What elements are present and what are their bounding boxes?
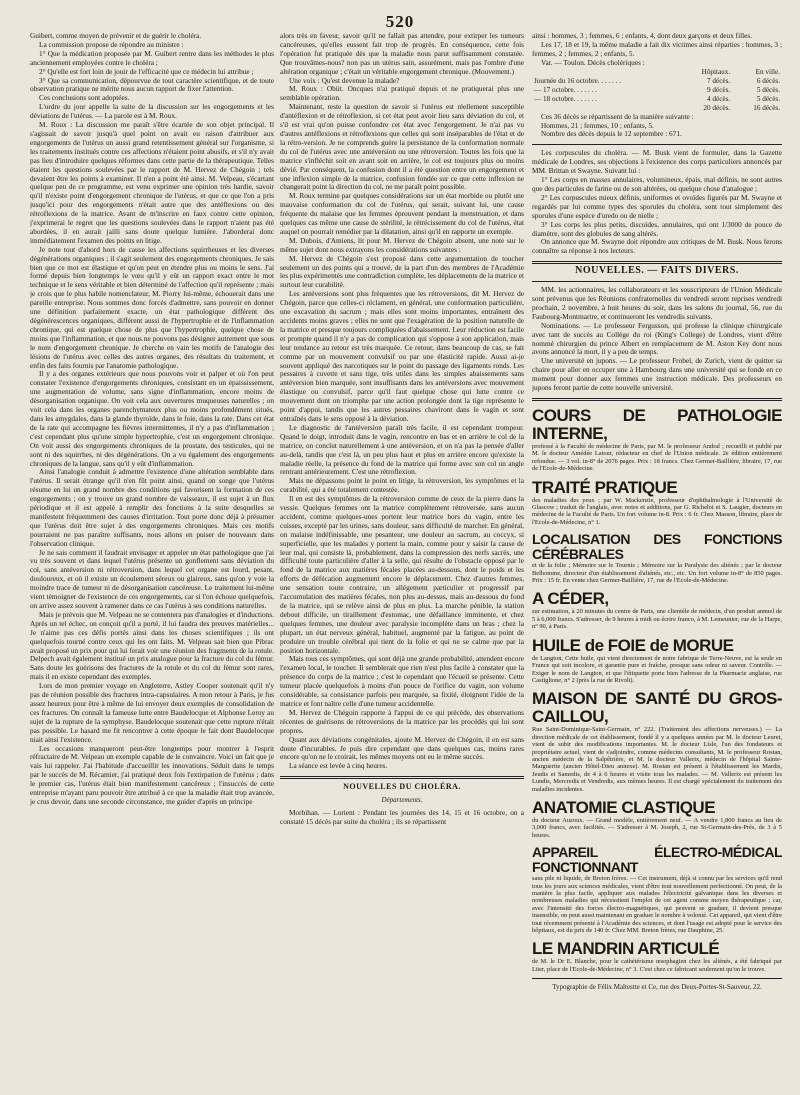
paragraph: Les corpuscules du choléra. — M. Busk vient de formuler, dans la Gazette médicale de Londres, ses objections à l'existence des corps particuliers annoncés par MM. Brittan et Swayne. Suivant lui :	[532, 148, 782, 176]
paragraph: M. Roux : Obiit. Oncques n'ai pratiqué depuis et ne pratiquerai plus une semblable opération.	[280, 84, 524, 103]
paragraph: 3° Les corps les plus petits, discoïdes, annulaires, qui ont 1/3000 de pouce de diamètre, sont des globules de sang altérés.	[532, 219, 782, 238]
table-cell: — 18 octobre. . . . . . .	[534, 94, 597, 103]
paragraph: Quant aux déviations congénitales, ajoute M. Hervez de Chégoin, il en est sans doute d'incurables. Je puis dire cependant que dans quelques cas, moins rares encore qu'on ne le croirait, les mêmes moyens ont eu le même succès.	[280, 734, 524, 762]
advertisement	[532, 479, 782, 527]
table-cell: En ville.	[755, 67, 780, 76]
table-cell: 4 décès.	[707, 94, 731, 103]
paragraph: Les occasions manqueront peut-être longtemps pour montrer à l'esprit réfractaire de M. Velpeau un exemple capable de le convaincre. Voici un fait que je vais lui rappeler. J'ai l'habitude d'accueillir les innovations. Séduit dans le temps par le succès de M. Récamier, j'ai pratiqué deux fois l'extirpation de l'utérus ; dans le premier cas, l'utérus était bien manifestement cancéreux ; l'insuccès de cette entreprise m'ayant paru pouvoir être attribué à ce que la maladie était trop avancée, je crus devoir, dans une seconde circonstance, me guider d'après un principe	[30, 743, 274, 806]
ad-title: LOCALISATION DES FONCTIONS CÉRÉBRALES	[532, 531, 782, 563]
ad-title: APPAREIL ÉLECTRO-MÉDICAL FONCTIONNANT	[532, 844, 782, 876]
news-item: MM. les actionnaires, les collaborateurs et les souscripteurs de l'Union Médicale sont prévenus que les Réunions confraternelles du vendredi seront reprises vendredi prochain, 2 novembre, à huit heures du soir, dans les salons du journal, 56, rue du Faubourg-Montmartre, et continueront les vendredis suivants.	[532, 285, 782, 321]
ads-divider	[532, 398, 782, 401]
table-row	[532, 95, 782, 104]
paragraph: Hommes, 21 ; femmes, 10 ; enfants, 5.	[541, 120, 654, 130]
toulon-deaths-table	[532, 68, 782, 113]
paragraph: La commission propose de répondre au ministre :	[39, 39, 184, 49]
nouvelles-heading: NOUVELLES. — FAITS DIVERS.	[575, 265, 739, 277]
ad-body: et de la folie ; Mémoire sur le Tournis ; Mémoire sur la Paralysie des aliénés ; par le docteur Belhomme, directeur d'un établissement d'aliénés, etc., etc. Un fort volume in-8° de 850 pages. Prix : 15 fr. En vente chez Germer-Baillière, 17, rue de l'Ecole-de-Médecine.	[532, 562, 782, 585]
printer-footer: Typographie de Félix Maltestte et Ce, rue des Deux-Portes-St-Sauveur, 22.	[552, 983, 762, 992]
paragraph: Le diagnostic de l'antéversion paraît très facile, il est cependant trompeur. Quand le doigt, introduit dans le vagin, rencontre en bas et en arrière le col de la matrice, on conclut naturellement à une antéversion, et on n'a pas la pensée d'aller au-delà, tandis que c'est là, un peu plus haut et plus en arrière encore qu'existe la maladie réelle, la présence du fond de la matrice qui forme avec son col un angle rentrant antérieurement. C'est une rétroflexion.	[280, 422, 524, 477]
advertisement	[532, 845, 782, 934]
paragraph: Je note tout d'abord hors de cause les affections squirrheuses et les diverses dégénérations organiques ; il s'agit seulement des engorgements chroniques. Je sais bien que ce mot est élastique et qu'on peut en étendre plus ou moins le sens. J'ai formé depuis bien longtemps le vœu qu'il y eût un rapport exact entre le mot technique et le sens véritable et bien déterminé de l'affection qu'il représente ; mais je crois que le plus habile nomenclateur, M. Piorry lui-même, échouerait dans une pareille entreprise. Nous sommes donc forcés d'admettre, sans pouvoir en donner une définition parfaitement exacte, un état pathologique différent des dégénérescences organiques, différent aussi de l'hypertrophie et de l'inflammation chronique, qui est quelque chose de plus que l'hypertrophie, quelque chose de moins que l'inflammation, et que nous ne pouvons pas désigner autrement que sous le nom d'engorgement chronique. Je cherche en vain les motifs de l'analogie des lésions de l'utérus avec celles des autres organes, des résultats du traitement, et enfin des faits fournis par l'anatomie pathologique.	[30, 244, 274, 370]
table-cell: Hôpitaux.	[701, 67, 731, 76]
section-divider	[532, 261, 782, 264]
advertisement	[532, 637, 782, 685]
paragraph: M. Roux : La discussion me paraît s'être écartée de son objet principal. Il s'agissait de savoir jusqu'à quel point on avait eu raison d'attribuer aux engorgements de l'utérus un aussi grand retentissement général sur l'organisme, si les traitements institués contre ces affections n'étaient point abusifs, et s'il n'y avait pas lieu d'introduire quelques réformes dans cette partie de la thérapeutique. Telles étaient les questions soulevées par le rapport de M. Hervez de Chégoin ; tels devaient être les points à examiner. Il n'en a point été ainsi. M. Velpeau, s'écartant quelque peu de ce programme, est venu exprimer une opinion très hardie, savoir qu'il n'existe point d'engorgement chronique de l'utérus, et que ce que l'on a pris jusqu'ici pour des engorgements n'était autre que des antéflexions ou des rétroflexions de la matrice. Avant de m'inscrire en faux contre cette opinion, j'exprimerai le regret que les questions soulevées dans le rapport n'aient pas été abordées, il en aurait jailli sans doute quelque lumière. J'aborderai donc immédiatement l'examen des points en litige.	[30, 120, 274, 245]
advertisements	[532, 407, 782, 973]
cholera-heading: NOUVELLES DU CHOLÉRA.	[343, 782, 461, 792]
table-cell: 7 décès.	[707, 76, 731, 85]
paragraph: Mais ne dépassons point le point en litige, la rétroversion, les symptômes et la curabilité, qui a été totalement contestée.	[280, 476, 524, 495]
paragraph: Les antéversions sont plus fréquentes que les rétroversions, dit M. Hervez de Chégoin, parce que celles-ci réclament, en général, une conformation particulière, une excavation du sacrum ; mais elles sont moins importantes, entraînent des accidents moins graves ; elles ne sont que l'exagération de la position naturelle de la matrice et presque toujours compliquées d'abaissement. Leur réduction est facile et prompte quand il n'y a pas de complication qui s'oppose à son application, mais leur tendance au retour est très marquée. Ce retour, dans beaucoup de cas, se fait comme par un mouvement convulsif ou par une élasticité rapide. Aussi ai-je souvent appliqué des narcotiques sur le point du passage des ligaments ronds. Les pessaires à cuvette et sans tige, très utiles dans les simples abaissements sans antéversion bien marquée, sont insuffisants dans les antéversions avec mouvement élastique ou convulsif, parce qu'il faut quelque chose qui lutte contre ce mouvement dont on triomphe par une action prolongée dont la tige représente le point d'appui, tandis que les autres pessaires chaviront dans le vagin et sont entraînés dans le sens opposé à la déviation.	[280, 289, 524, 423]
paragraph: Var. — Toulon. Décès cholériques :	[541, 57, 645, 67]
advertisement	[532, 690, 782, 793]
table-cell: 6 décès.	[756, 76, 780, 85]
column-2	[280, 32, 524, 1084]
paragraph: 3° Que sa communication, dépourvue de tout caractère scientifique, et de toute observation pratique ne mérite nous aucun rapport de fixer l'attention.	[30, 75, 274, 94]
ad-body: des maladies des yeux ; par W. Mackenzie, professeur d'ophthalmologie à l'Université de Glascow ; traduit de l'anglais, avec notes et additions, par G. Richelot et S. Laugier, docteurs en médecine de la Faculté de Paris. Un fort volume in-8. Prix : 6 fr. Chez Masson, libraire, place de l'Ecole-de-Médecine, n° 1.	[532, 496, 782, 526]
paragraph: Mais je prévois que M. Velpeau ne se contentera pas d'analogies et d'inductions. Après un tel échec, on conçoit qu'il a porté, il lui faudra des preuves matérielles... Je n'aime pas ces défis portés ainsi dans les choses scientifiques ; ils ont quelquefois tourné contre ceux qui les ont faits. M. Velpeau sait bien que Pibrac avait proposé un prix pour qui lui ferait voir une réunion des fragments de la rotule. Delpech avait également institué un prix analogue pour la fracture du col du fémur. Sans doute les guérisons des fractures de la rotule et du col du fémur sont rares, mais il en existe cependant des exemples.	[30, 609, 274, 682]
advertisement	[532, 590, 782, 630]
paragraph: Il y a des organes extérieurs que nous pouvons voir et palper et où l'on peut constater l'existence d'engorgements chroniques, consistant en un épaississement, une augmentation de volume, sans signe d'inflammation, encore moins de désorganisation organique. On voit cela aux ouvertures muqueuses naturelles ; on voit cela dans les organes parenchymateux plus ou moins profondément situés, dans les amygdales, dans la glande thyroïde, dans le foie, dans la rate. Dans cet état de la rate qui accompagne les fièvres intermittentes, il n'y a pas d'inflammation ; c'est cependant plus qu'une simple hypertrophie, c'est un engorgement chronique. On voit aussi des engorgements chroniques de la prostate, des testicules, qui ne sont ni des squirrhes, ni des dégénérations. On a vu également des engorgements chroniques de la langue, sans qu'il y eût d'inflammation.	[30, 369, 274, 468]
paragraph: La séance est levée à cinq heures.	[289, 761, 388, 771]
cholera-paragraph: Morbihan. — Lorient : Pendant les journées des 14, 15 et 16 octobre, on a constaté 15 décès par suite du choléra ; ils se répartissent	[280, 808, 524, 826]
paragraph: M. Dubois, d'Amiens, lit pour M. Hervez de Chégoin absent, une note sur le même sujet dont nous extrayons les considérations suivantes :	[280, 235, 524, 254]
table-row	[532, 77, 782, 86]
paragraph: Les 17, 18 et 19, la même maladie a fait dix victimes ainsi réparties : hommes, 3 ; femmes, 2 ; femmes, 2 ; enfants, 5.	[532, 39, 782, 58]
paragraph: Ces 36 décès se répartissent de la manière suivante :	[541, 111, 694, 121]
paragraph: Une voix : Qu'est devenue la malade?	[289, 75, 400, 85]
paragraph: Il en est des symptômes de la rétroversion comme de ceux de la pierre dans la vessie. Quelques femmes ont la matrice complètement rétroversée, sans aucun accident, comme quelques-unes portent leur matrice hors du vagin, entre les cuisses, excepté par les urines, sans douleur, sans difficulté de marcher. En général, on malaise indéfinissable, une pesanteur, une douleur au sacrum, au coccyx, si superficielle, que les malades y portent la main, comme pour y saisir la cause de leur mal, qui consiste là, probablement, dans la compression des nerfs sacrés, une difficulté toute particulière d'aller à la selle, qui résulte de l'obstacle opposé par le fond de la matrice aux matières fécales placées au-dessous, dont le poids et les efforts de défécation augmentent encore le déplacement. Chez d'autres femmes, une sensation toute contraire, un allégement particulier et progressif par l'accumulation des matières fécales, non plus au-dessus, mais au-dessous du fond de la matrice, qui se relève ainsi de plus en plus. La marche pénible, la station debout difficile, un tiraillement d'estomac, une défaillance imminente, et chez quelques femmes, une douleur avec paralysie incomplète dans un bras ; chez la plupart, un état nerveux général, habituel, augmenté par la fatigue, au point de produire un trouble cérébral qui tient de la folie et qui ne se calme que par la position horizontale.	[280, 494, 524, 655]
paragraph: 1° Les corps en masses annulaires, volumineux, épais, mal définis, ne sont autres que des particules de farine ou de son altérées, ou quelque chose d'analogue ;	[532, 175, 782, 193]
paragraph: M. Roux termine par quelques considérations sur un état morbide ou plutôt une mauvaise conformation du col de l'utérus, qui serait, suivant lui, une cause fréquente du malaise que les femmes éprouvent pendant la menstruation, et dans quelques cas même une cause de stérilité, le rétrécissement du col de l'utérus, état auquel on pourrait remédier par la dilatation, ainsi qu'il en rapporte un exemple.	[280, 191, 524, 236]
table-row	[532, 86, 782, 95]
page-number: 520	[385, 12, 415, 31]
table-header-row	[532, 68, 782, 77]
paragraph: Mais tous ces symptômes, qui sont déjà une grande probabilité, attendent encore l'examen local, le toucher. Il semblerait que rien n'est plus facile à constater que la présence du corps de la matrice ; c'est le cependant que l'écueil se présente. Cette tumeur placée quelquefois à moins d'un pouce de l'orifice du vagin, son volume considérable, sa consistance parfois peu marquée, sa fixité, éloignent l'idée de la matrice et font naître celle d'une tumeur accidentelle.	[280, 654, 524, 708]
paragraph: Lors de mon premier voyage en Angleterre, Astley Cooper soutenait qu'il n'y pas de réunion possible des fractures intra-capsulaires. A mon retour à Paris, je fus assez heureux pour être à même de lui envoyer deux exemples de consolidation de ces fractures. On connaît la fameuse lutte entre Baudelocque et Alphonse Leroy au sujet de la rupture de la symphyse. Baudelocque soutenait que cette rupture n'était pas possible. Le hasard me fit rencontrer à cette époque le fait dont Baudelocque niait ainsi l'existence.	[30, 681, 274, 744]
ad-title: TRAITÉ PRATIQUE	[532, 477, 678, 497]
ad-body: professé à la Faculté de médecine de Paris, par M. le professeur Andral ; recueilli et publié par M. le docteur Amédée Latour, rédacteur en chef de l'Union médicale. 2e édition entièrement refondue. — 3 vol. in-8° de 2076 pages. Prix : 18 francs. Chez Germer-Baillière, libraire, 17, rue de l'Ecole-de-Médecine.	[532, 443, 782, 473]
paragraph: 2° Qu'elle est fort loin de jouir de l'efficacité que ce médecin lui attribue ;	[39, 66, 254, 76]
paragraph: Je ne sais comment il faudrait envisager et appeler un état pathologique que j'ai vu très souvent et dans lequel l'utérus présente un gonflement sans déviation du col, sans antéversion ni rétroversion, dans lequel cet organe est lourd, pesant, douloureux, et où il existe un écoulement séreux ou glaireux, sans qu'on y voie la moindre trace de tumeur ni de désorganisation cancéreuse. Le traitement lui-même vient témoigner de l'existence de ces engorgements, car si l'on échoue quelquefois, on arrive assez souvent à ramener dans ce cas l'utérus à ses conditions naturelles.	[30, 547, 274, 610]
paragraph: Guibert, comme moyen de prévenir et de guérir le choléra.	[30, 32, 202, 40]
paragraph: alors très en faveur, savoir qu'il ne fallait pas attendre, pour extirper les tumeurs cancéreuses, qu'elles eussent fait trop de progrès. En conséquence, cette fois l'opération fut pratiquée dès que la maladie nous parut suffisamment constatée. Que trouvâmes-nous? non pas un utérus sain, assurément, mais pas l'ombre d'une altération organique ; c'était un véritable engorgement chronique. (Mouvement.)	[280, 32, 524, 76]
table-cell	[532, 68, 679, 77]
divider	[532, 978, 782, 979]
ad-title: HUILE de FOIE de MORUE	[532, 635, 734, 655]
cholera-subheading: Départements.	[381, 796, 423, 805]
paragraph: Maintenant, reste la question de savoir si l'utérus est réellement susceptible d'antéflexion et de rétroflexion, si cet état peut avoir lieu sans déviation du col, et s'il est vrai qu'on puisse confondre cet état avec l'engorgement. Je n'ai pas vu d'autres antéflexions et rétroflexions que celles qui sont inséparables de l'état et de la rétro-version. Je ne comprends guère la persistance de la conformation normale du col de l'utérus avec une antéversion ou une rétroversion. Toutes les fois que la matrice s'infléchit soit en avant soit en arrière, le col est toujours plus ou moins dévié. Par conséquent, la confusion dont il a été question entre un engorgement et une inflexion simple de la matrice, confusion fondée sur ce que cette inflexion ne changerait point la direction du col, ne me paraît point possible.	[280, 102, 524, 192]
ad-title: COURS DE PATHOLOGIE INTERNE,	[532, 406, 782, 443]
advertisement	[532, 407, 782, 473]
table-cell: 16 décès.	[753, 103, 780, 112]
paragraph: On annonce que M. Swayne doit répondre aux critiques de M. Busk. Nous ferons connaître sa réponse à nos lecteurs.	[532, 237, 782, 256]
paragraph: L'ordre du jour appelle la suite de la discussion sur les engorgements et les déviations de l'utérus. — La parole est à M. Roux.	[30, 102, 274, 121]
advertisement	[532, 532, 782, 584]
paragraph: Nombre des décès depuis le 12 septembre : 671.	[541, 129, 682, 139]
paragraph: Ainsi l'analogie conduit à admettre l'existence d'une altération semblable dans l'utérus. Il serait étrange qu'il n'en fût point ainsi, quand on songe que l'utérus résume en lui un grand nombre des conditions qui favorisent la formation de ces engorgements ; on y trouve un grand nombre de vaisseaux, il est sujet à un flux périodique et il est appelé à remplir des fonctions à la suite desquelles se manifestent fréquemment des causes d'irritation. Tout porte donc déjà à présumer que l'utérus doit être sujet à des engorgements chroniques. Mais ces motifs pourraient ne pas paraître suffisants, nous allons en puiser de nouveaux dans l'observation clinique.	[30, 467, 274, 548]
table-cell: — 17 octobre. . . . . . .	[534, 85, 597, 94]
news-item: Nominations. — Le professeur Fergusson, qui professe la clinique chirurgicale avec tant de succès au Collège du roi (King's College) de Londres, vient d'être nommé chirurgien du prince Albert en remplacement de M. Aston Key dont nous avons annoncé la mort, il y a peu de temps.	[532, 320, 782, 357]
section-divider	[280, 776, 524, 779]
nouvelles-section	[532, 286, 782, 393]
divider	[532, 281, 782, 282]
ad-body: de M. le Dr E. Blanche, pour le cathétérisme œsophagien chez les aliénés, a été fabriqué par Lüer, place de l'Ecole-de-Médecine, n° 3. C'est chez ce fabricant seulement qu'on le trouve.	[532, 958, 782, 973]
advertisement	[532, 940, 782, 973]
column-2-body	[280, 32, 524, 771]
ad-title: LE MANDRIN ARTICULÉ	[532, 939, 720, 959]
cholera-continued	[532, 32, 782, 68]
column-3	[532, 32, 782, 1082]
paragraph: 1° Que la médication proposée par M. Guibert rentre dans les méthodes le plus anciennement employées contre le choléra ;	[30, 48, 274, 67]
paragraph: 2° Les corpuscules mieux définis, uniformes et ovoïdes figurés par M. Swayne et regardés par lui comme types des sporules du choléra, sont tout simplement des sporules d'une espèce d'uredo ou de nielle ;	[532, 192, 782, 220]
table-cell: 9 décès.	[707, 85, 731, 94]
ad-body: du docteur Auzoux. — Grand modèle, entièrement neuf. — A vendre 1,800 francs au lieu de 3,000 francs, avec facilités. — S'adresser à M. Joseph, 2, rue St-Germain-des-Prés, de 3 à 5 heures.	[532, 816, 782, 839]
ad-body: sur estimation, à 20 minutes du centre de Paris, une clientèle de médecin, d'un produit annuel de 5 à 6,000 francs. S'adresser, de 9 heures à midi ou écrire franco, à M. Lemeunier, rue de la Harpe, n° 90, à Paris.	[532, 608, 782, 631]
advertisement	[532, 799, 782, 839]
ad-body: de Langton, Cette huile, qui vient directement de notre fabrique de Terre-Neuve, est la seule en France qui soit incolore, et garantie pure et fraîche, presque sans odeur ni saveur. Contrôle. — Exiger le nom de Langton, et que l'étiquette porte bien l'adresse de la Pharmacie anglaise, rue Castiglione, n° 2 (près la rue de Rivoli).	[532, 654, 782, 684]
table-cell: 20 décès.	[703, 103, 731, 112]
ad-title: ANATOMIE CLASTIQUE	[532, 797, 716, 817]
table-cell: 5 décès.	[756, 85, 780, 94]
paragraph: M. Hervez de Chégoin rapporte à l'appui de ce qui précède, des observations récentes de guérisons de rétroversions de la matrice par les procédés qui lui sont propres.	[280, 707, 524, 735]
toulon-summary	[532, 113, 782, 140]
ad-title: MAISON DE SANTÉ DU GROS-CAILLOU,	[532, 689, 782, 727]
paragraph: Ces conclusions sont adoptées.	[39, 93, 130, 103]
ad-title: A CÉDER,	[532, 589, 609, 609]
ad-body: sans pile ni liquide, de Breton frères. — Cet instrument, déjà si connu par les services qu'il rend tous les jours aux sciences médicales, vient d'être tout nouvellement perfectionné. On peut, de la manière la plus facile, appliquer aux malades l'électricité galvanique dans les diverses et nombreuses maladies qui nécessitent l'emploi de cet agent comme moyen thérapeutique ; car, avec l'intensité des forces électro-magnétiques, qui peuvent se graduer, il devient presque insensible, on peut aussi maintenant en graduer le nombre à volonté. Cet appareil, qui vient d'être tout récemment présenté à l'Académie des sciences, et dont l'usage est adopté pour le service des hôpitaux, est du prix de 140 fr. Chez MM. Breton frères, rue Dauphine, 25.	[532, 875, 782, 935]
news-item: Une université en jupons. — Le professeur Frobel, de Zurich, vient de quitter sa chaire pour aller en occuper une à Hambourg dans une université qui se fonde en ce moment pour donner aux femmes une instruction médicale. Des professeurs en jupons feront partie de cette nouvelle université.	[532, 356, 782, 393]
paragraph: ainsi : hommes, 3 ; femmes, 6 ; enfants, 4, dont deux garçons et deux filles.	[532, 32, 753, 40]
paragraph: M. Hervez de Chégoin s'est proposé dans cette argumentation de toucher seulement un des points qui a trouvé, de la part d'un des membres de l'Académie les plus expérimentés une contradiction complète, les déplacements de la matrice et surtout leur curabilité.	[280, 253, 524, 290]
corpuscules-section	[532, 149, 782, 256]
ad-body: Rue Saint-Dominique-Saint-Germain, n° 222. (Traitement des affections nerveuses.) — La direction médicale de cet établissement, fondé il y a quelques années par M. le docteur Leuret, vient de subir des modifications importantes. M. le docteur Lisle, l'un des fondateurs et propriétaire actuel, vient de s'adjoindre, comme médecins consultants, M. le professeur Rostan, ancien médecin de la Salpêtrière, et M. le docteur Vallerix, médecin de l'hôpital Sainte-Marguerite (ancien Hôtel-Dieu annexe). M. Rostan est présent à l'établissement les Mardis, Jeudis et Samedis, de 4 à 6 heures et visite tous les malades. — M. Vallerix est présent les Lundis, Mercredis et Vendredis, aux mêmes heures. Il est chargé spécialement du traitement des maladies incidentes.	[532, 726, 782, 793]
table-cell: 5 décès.	[756, 94, 780, 103]
divider	[532, 144, 782, 145]
column-1	[30, 32, 274, 1080]
table-cell: Journée du 16 octobre. . . . . . .	[534, 76, 622, 85]
